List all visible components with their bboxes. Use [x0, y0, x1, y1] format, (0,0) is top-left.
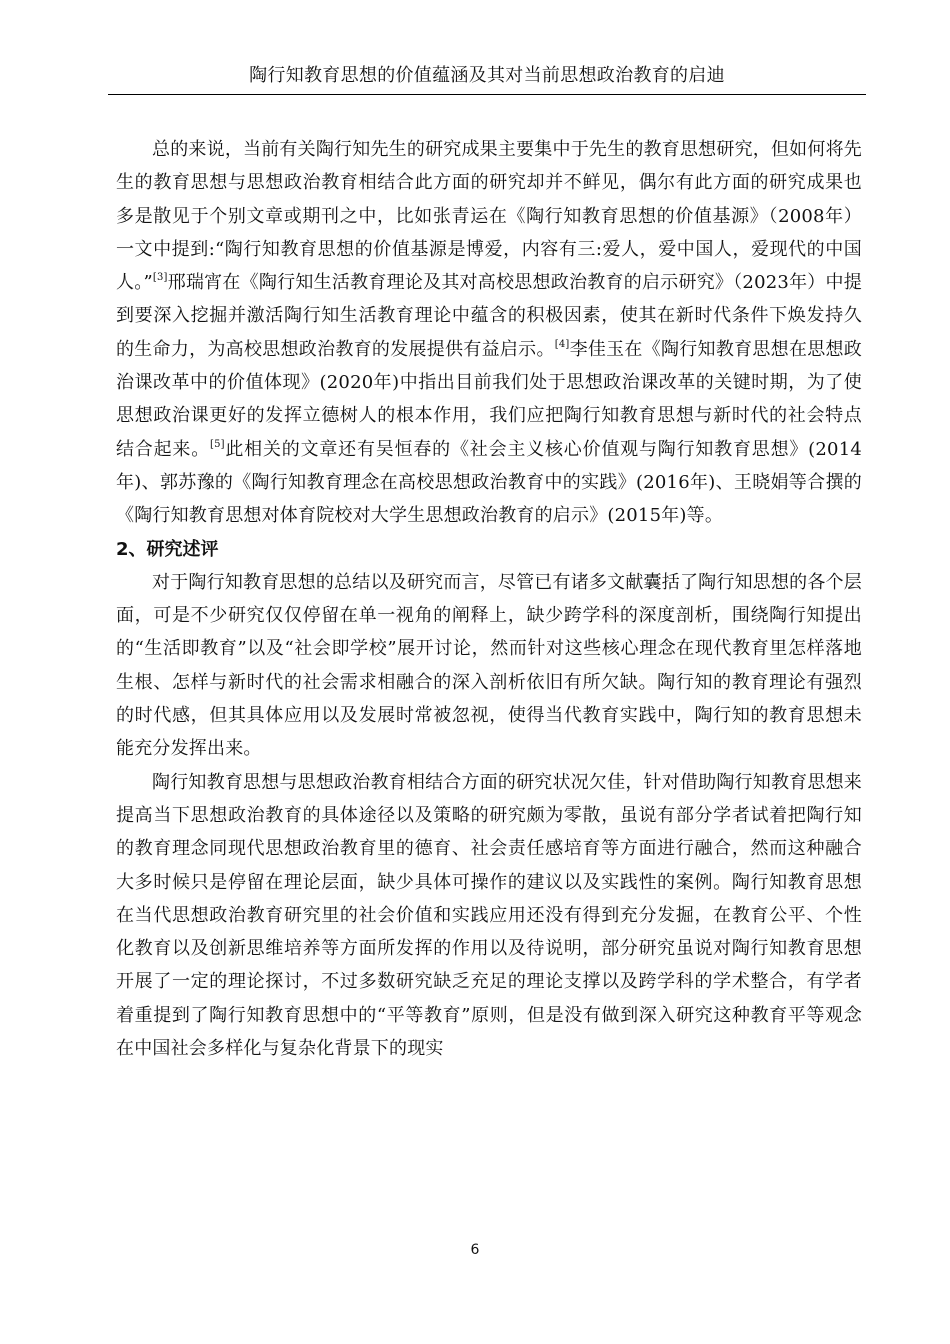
document-body — [116, 133, 862, 1065]
paragraph-review-1: 对于陶行知教育思想的总结以及研究而言，尽管已有诸多文献囊括了陶行知思想的各个层面，可是不少研究仅仅停留在单一视角的阐释上，缺少跨学科的深度剖析，围绕陶行知提出的“生活即教育”以及“社会即学校”展开讨论，然而针对这些核心理念在现代教育里怎样落地生根、怎样与新时代的社会需求相融合的深入剖析依旧有所欠缺。陶行知的教育理论有强烈的时代感，但其具体应用以及发展时常被忽视，使得当代教育实践中，陶行知的教育思想未能充分发挥出来。 — [116, 571, 862, 760]
section-heading: 2、研究述评 — [116, 538, 219, 560]
paragraph-literature-review — [116, 133, 862, 533]
running-header — [108, 62, 866, 95]
paragraph-text: 李佳玉在《陶行知教育思想在思想政治课改革中的价值体现》(2020年)中指出目前我们处于思想政治课改革的关键时期，为了使思想政治课更好的发挥立德树人的根本作用，我们应把陶行知教育思想与新时代的社会特点结合起来。 — [116, 338, 862, 460]
paragraph-text: 此相关的文章还有吴恒春的《社会主义核心价值观与陶行知教育思想》(2014年)、郭苏豫的《陶行知教育理念在高校思想政治教育中的实践》(2016年)、王晓娟等合撰的《陶行知教育思想对体育院校对大学生思想政治教育的启示》(2015年)等。 — [116, 438, 862, 527]
paragraph-review-2: 陶行知教育思想与思想政治教育相结合方面的研究状况欠佳，针对借助陶行知教育思想来提高当下思想政治教育的具体途径以及策略的研究颇为零散，虽说有部分学者试着把陶行知的教育理念同现代思想政治教育里的德育、社会责任感培育等方面进行融合，然而这种融合大多时候只是停留在理论层面，缺少具体可操作的建议以及实践性的案例。陶行知教育思想在当代思想政治教育研究里的社会价值和实践应用还没有得到充分发掘，在教育公平、个性化教育以及创新思维培养等方面所发挥的作用以及待说明，部分研究虽说对陶行知教育思想开展了一定的理论探讨，不过多数研究缺乏充足的理论支撑以及跨学科的学术整合，有学者着重提到了陶行知教育思想中的“平等教育”原则，但是没有做到深入研究这种教育平等观念在中国社会多样化与复杂化背景下的现实 — [116, 771, 862, 1060]
citation-ref: [5] — [210, 438, 225, 450]
paragraph-text: 总的来说，当前有关陶行知先生的研究成果主要集中于先生的教育思想研究，但如何将先生的教育思想与思想政治教育相结合此方面的研究却并不鲜见，偶尔有此方面的研究成果也多是散见于个别文章或期刊之中，比如张青运在《陶行知教育思想的价值基源》（2008年）一文中提到:“陶行知教育思想的价值基源是博爱，内容有三:爱人，爱中国人，爱现代的中国人。” — [116, 139, 862, 294]
citation-ref: [3] — [152, 272, 168, 284]
paragraph-text: 邢瑞宵在《陶行知生活教育理论及其对高校思想政治教育的启示研究》（2023年）中提到要深入挖掘并激活陶行知生活教育理论中蕴含的积极因素，使其在新时代条件下焕发持久的生命力，为高校思想政治教育的发展提供有益启示。 — [116, 272, 862, 360]
page-number: 6 — [470, 1242, 480, 1258]
citation-ref: [4] — [554, 338, 570, 350]
header-title: 陶行知教育思想的价值蕴涵及其对当前思想政治教育的启迪 — [249, 65, 725, 86]
